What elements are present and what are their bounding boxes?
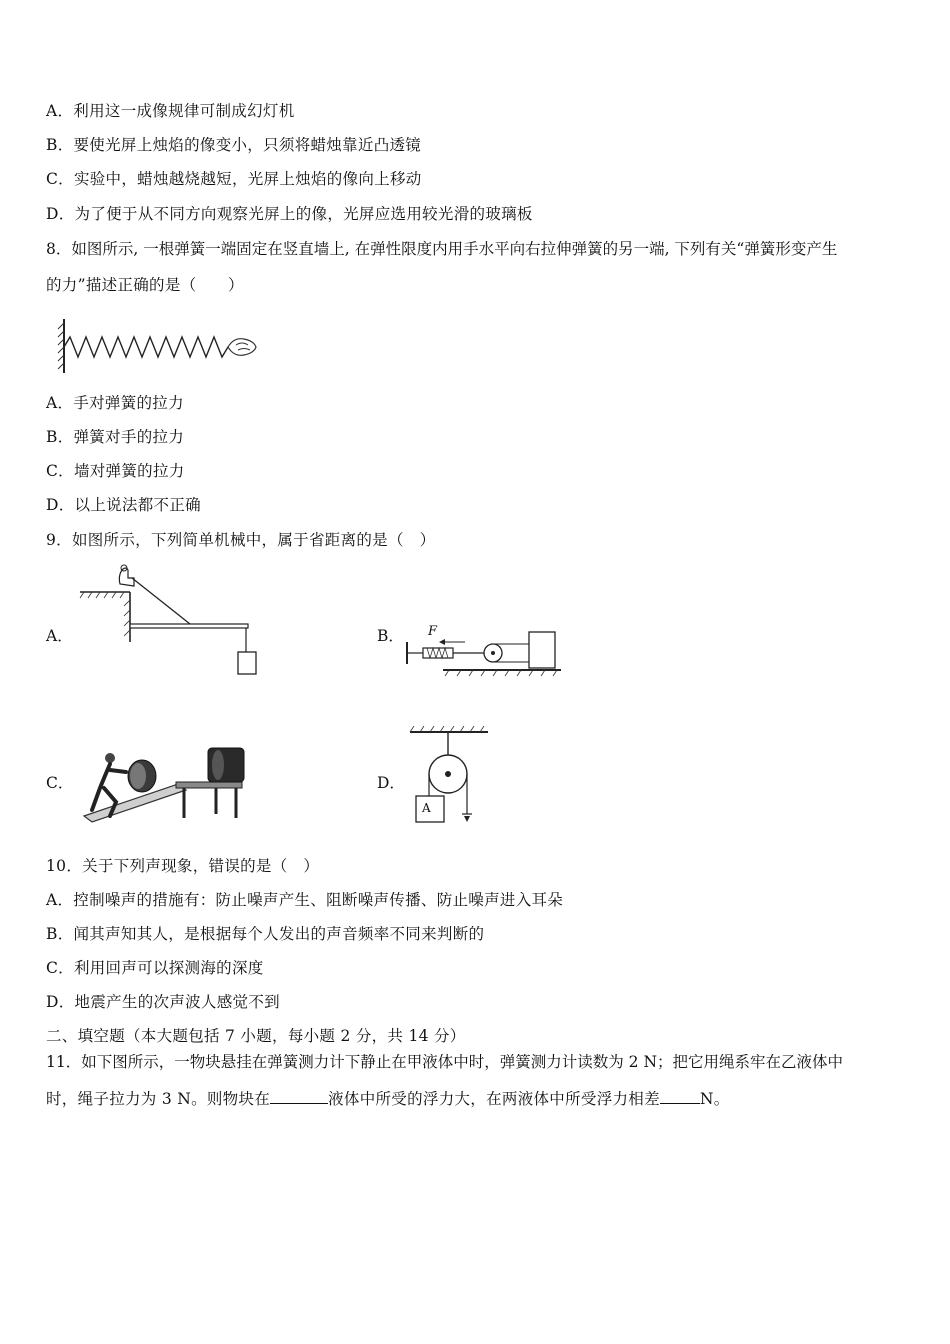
q9-figure-c-ramp [76, 744, 256, 824]
q7-option-a: A．利用这一成像规律可制成幻灯机 [46, 102, 295, 120]
q9-label-a: A． [46, 627, 73, 645]
section-title-fill-in: 二、填空题（本大题包括 7 小题，每小题 2 分，共 14 分） [46, 1027, 466, 1045]
q9-figure-b-force-label: F [428, 624, 438, 639]
q8-stem-line1: 8．如图所示, 一根弹簧一端固定在竖直墙上, 在弹性限度内用手水平向右拉伸弹簧的另一端, 下列有关“弹簧形变产生 [46, 240, 838, 258]
q11-line2 [46, 1089, 730, 1109]
q10-option-c: C．利用回声可以探测海的深度 [46, 959, 264, 977]
q11-blank-difference[interactable] [660, 1089, 700, 1104]
q10-option-a: A．控制噪声的措施有：防止噪声产生、阻断噪声传播、防止噪声进入耳朵 [46, 891, 564, 909]
q9-label-c: C． [46, 774, 74, 792]
q9-figure-d-block-label: A [422, 801, 431, 815]
q11-blank-liquid[interactable] [270, 1089, 328, 1104]
q10-option-b: B．闻其声知其人，是根据每个人发出的声音频率不同来判断的 [46, 925, 485, 943]
q9-label-d: D． [377, 774, 405, 792]
q11-line2-part1: 时，绳子拉力为 3 N。则物块在 [46, 1090, 271, 1108]
q7-option-b: B．要使光屏上烛焰的像变小，只须将蜡烛靠近凸透镜 [46, 136, 422, 154]
q9-figure-a-lever [80, 562, 260, 682]
q8-stem-line2: 的力”描述正确的是（ ） [46, 276, 244, 294]
q7-option-c: C．实验中，蜡烛越烧越短，光屏上烛焰的像向上移动 [46, 170, 422, 188]
q8-spring-figure [56, 315, 266, 380]
q9-stem: 9．如图所示，下列简单机械中，属于省距离的是（ ） [46, 531, 436, 549]
q11-line1: 11．如下图所示，一物块悬挂在弹簧测力计下静止在甲液体中时，弹簧测力计读数为 2 N；把它用绳系牢在乙液体中 [46, 1053, 844, 1071]
q8-option-b: B．弹簧对手的拉力 [46, 428, 185, 446]
q8-option-c: C．墙对弹簧的拉力 [46, 462, 185, 480]
q11-line2-part3: N。 [699, 1090, 730, 1108]
q8-option-a: A．手对弹簧的拉力 [46, 394, 184, 412]
q10-stem: 10．关于下列声现象，错误的是（ ） [46, 857, 320, 875]
q10-option-d: D．地震产生的次声波人感觉不到 [46, 993, 280, 1011]
q11-line2-part2: 液体中所受的浮力大，在两液体中所受浮力相差 [328, 1090, 660, 1108]
q9-label-b: B． [377, 627, 404, 645]
q7-option-d: D．为了便于从不同方向观察光屏上的像，光屏应选用较光滑的玻璃板 [46, 205, 533, 223]
q8-option-d: D．以上说法都不正确 [46, 496, 201, 514]
